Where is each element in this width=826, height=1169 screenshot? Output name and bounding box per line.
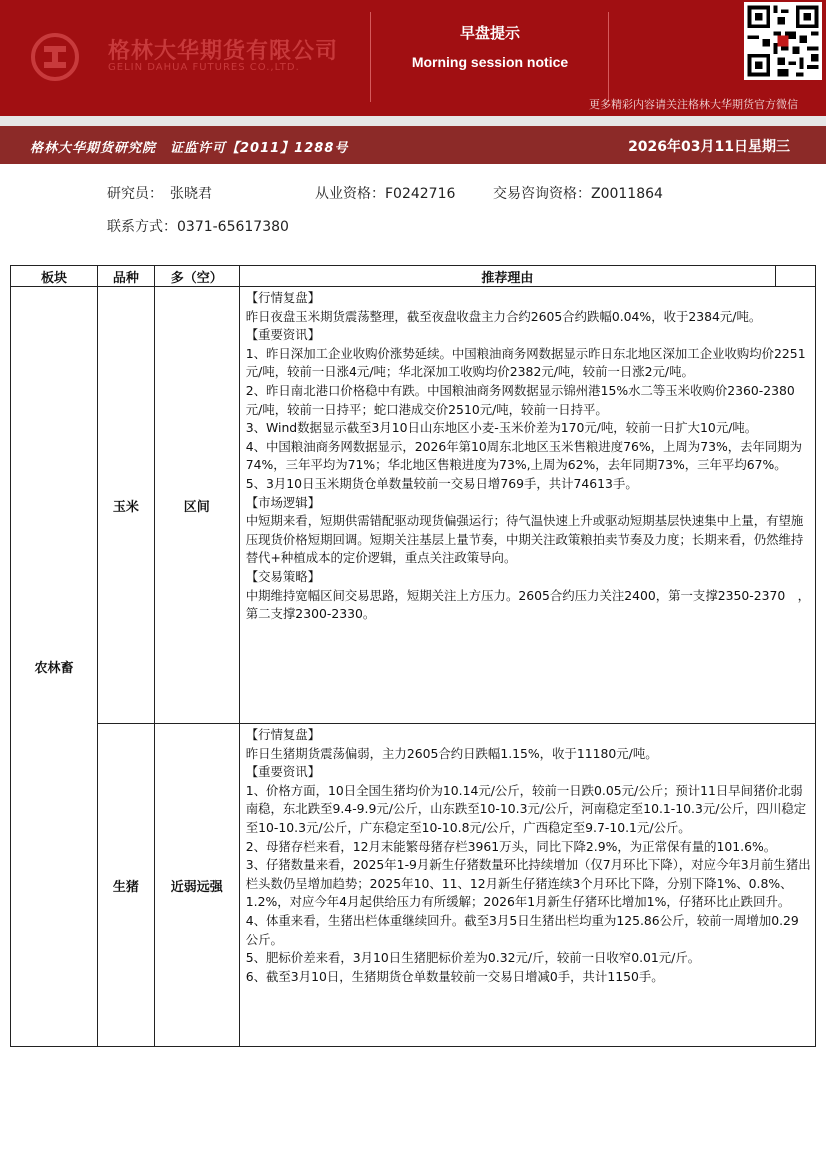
header-sector: 板块	[11, 266, 98, 287]
reason-text: 昨日夜盘玉米期货震荡整理，截至夜盘收盘主力合约2605合约跌幅0.04%，收于2384元/吨。	[245, 308, 762, 324]
reason-text: 昨日生猪期货震荡偏弱，主力2605合约日跌幅1.15%，收于11180元/吨。	[245, 745, 658, 761]
product-cell: 生猪	[97, 724, 154, 1047]
banner-divider	[370, 12, 371, 102]
reason-cell	[239, 724, 815, 1047]
recommendation-table	[10, 265, 816, 1047]
section-heading: 【行情复盘】	[245, 727, 321, 742]
reason-text: 1、价格方面，10日全国生猪均价为10.14元/公斤，较前一日跌0.05元/公斤；预计11日早间猪价北弱南稳，东北跌至9.4-9.9元/公斤，山东跌至10-10.3元/公斤，河南稳定至10.1-10.3元/公斤，四川稳定至10-10.3元/公斤，广东稳定至10-10.8元/公斤，广西稳定至9.7-10.1元/公斤。	[245, 782, 807, 835]
company-name-en: GELIN DAHUA FUTURES CO.,LTD.	[108, 62, 300, 73]
report-title-en: Morning session notice	[411, 54, 569, 70]
section-heading: 【市场逻辑】	[245, 494, 321, 510]
table-row	[11, 287, 816, 724]
reason-text: 6、截至3月10日，生猪期货仓单数量较前一交易日增减0手，共计1150手。	[245, 968, 664, 984]
reason-text: 3、仔猪数量来看，2025年1-9月新生仔猪数量环比持续增加（仅7月环比下降），对应今年3月前生猪出栏头数仍呈增加趋势；2025年10、11、12月新生仔猪连续3个月环比下降，分别下降1%、0.8%、1.2%，对应今年4月起供给压力有所缓解；2026年1月新生仔猪环比增加1%，仔猪环比止跌回升。	[245, 857, 811, 910]
contact-info: 联系方式：0371-65617380	[107, 219, 289, 235]
product-cell: 玉米	[97, 287, 154, 724]
header-product: 品种	[97, 266, 154, 287]
reason-text: 1、昨日深加工企业收购价涨势延续。中国粮油商务网数据显示昨日东北地区深加工企业收购均价2251元/吨，较前一日涨4元/吨；华北深加工收购均价2382元/吨，较前一日涨2元/吨。	[245, 345, 806, 380]
reason-text: 4、中国粮油商务网数据显示，2026年第10周东北地区玉米售粮进度76%，上周为73%，去年同期为74%，三年平均为71%；华北地区售粮进度为73%,上周为62%，去年同期73%，三年平均67%。	[245, 438, 803, 473]
header-direction: 多（空）	[154, 266, 239, 287]
table-header-row	[11, 266, 816, 287]
reason-text: 5、3月10日玉米期货仓单数量较前一交易日增769手，共计74613手。	[245, 475, 638, 491]
report-date: 2026年03月11日星期三	[628, 139, 790, 155]
consult-qualification: 交易咨询资格：Z0011864	[493, 186, 663, 202]
researcher-name: 研究员： 张晓君	[107, 186, 212, 202]
reason-text: 2、母猪存栏来看，12月末能繁母猪存栏3961万头，同比下降2.9%，为正常保有量的101.6%。	[245, 838, 777, 854]
reason-cell	[239, 287, 815, 724]
report-title-cn: 早盘提示	[459, 24, 520, 42]
reason-text: 5、肥标价差来看，3月10日生猪肥标价差为0.32元/斤，较前一日收窄0.01元/斤。	[245, 950, 701, 966]
banner-divider	[608, 12, 609, 102]
sector-cell: 农林畜	[11, 287, 98, 1047]
reason-text: 中期维持宽幅区间交易思路，短期关注上方压力。2605合约压力关注2400，第一支撑2350-2370 ，第二支撑2300-2330。	[245, 587, 811, 622]
follow-wechat-text: 更多精彩内容请关注格林大华期货官方微信	[589, 98, 798, 111]
table-row	[11, 724, 816, 1047]
reason-text: 2、昨日南北港口价格稳中有跌。中国粮油商务网数据显示锦州港15%水二等玉米收购价2360-2380元/吨，较前一日持平；蛇口港成交价2510元/吨，较前一日持平。	[245, 382, 795, 417]
header-blank	[776, 266, 816, 287]
company-logo-icon	[30, 32, 80, 82]
reason-text: 3、Wind数据显示截至3月10日山东地区小麦-玉米价差为170元/吨，较前一日扩大10元/吨。	[245, 420, 758, 436]
company-name-cn: 格林大华期货有限公司	[108, 39, 339, 64]
section-heading: 【重要资讯】	[245, 327, 321, 343]
practice-qualification: 从业资格：F0242716	[315, 186, 456, 202]
section-heading: 【交易策略】	[245, 568, 321, 584]
separator-band	[0, 116, 826, 126]
reason-text: 4、体重来看，生猪出栏体重继续回升。截至3月5日生猪出栏均重为125.86公斤，较前一周增加0.29公斤。	[245, 912, 799, 947]
direction-cell: 区间	[154, 287, 239, 724]
institute-license: 格林大华期货研究院 证监许可【2011】1288号	[30, 141, 349, 156]
reason-text: 中短期来看，短期供需错配驱动现货偏强运行；待气温快速上升或驱动短期基层快速集中上量，有望施压现货价格短期回调。短期关注基层上量节奏，中期关注政策粮拍卖节奏及力度；长期来看，仍然维持替代+种植成本的定价逻辑，重点关注政策导向。	[245, 513, 804, 566]
qr-code-icon	[744, 2, 822, 80]
header-reason: 推荐理由	[239, 266, 775, 287]
direction-cell: 近弱远强	[154, 724, 239, 1047]
section-heading: 【行情复盘】	[245, 290, 321, 305]
section-heading: 【重要资讯】	[245, 764, 321, 780]
